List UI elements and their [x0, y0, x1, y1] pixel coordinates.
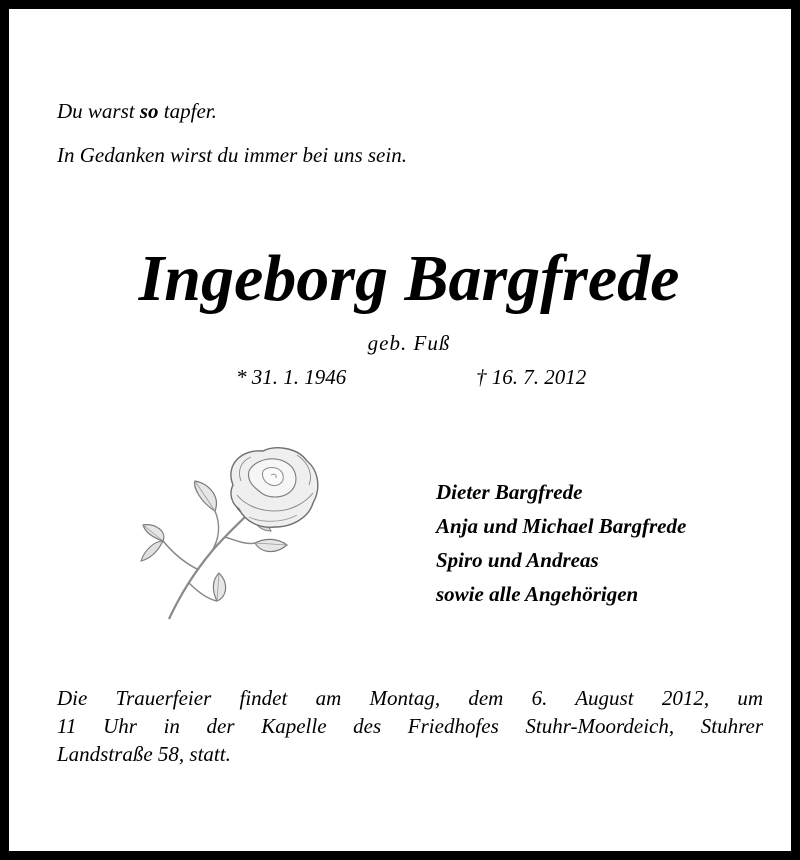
mourner-line: Spiro und Andreas — [436, 548, 599, 572]
mourner-line: Anja und Michael Bargfrede — [436, 514, 687, 538]
mourner-line: Dieter Bargfrede — [436, 480, 583, 504]
birth-name: geb. Fuß — [367, 331, 451, 355]
notice-line-3: Landstraße 58, statt. — [57, 742, 231, 766]
quote-suffix: tapfer. — [158, 99, 217, 123]
mourner-line: sowie alle Angehörigen — [436, 582, 639, 606]
mourners-list — [436, 475, 686, 611]
birth-date: * 31. 1. 1946 — [236, 365, 347, 389]
quote-emphasis: so — [139, 99, 159, 123]
funeral-notice — [57, 684, 763, 768]
death-date: † 16. 7. 2012 — [476, 365, 587, 389]
notice-line-1: Die Trauerfeier findet am Montag, dem 6. August 2012, um — [57, 686, 763, 710]
quote-line-2: In Gedanken wirst du immer bei uns sein. — [57, 143, 407, 167]
rose-icon — [137, 441, 327, 626]
deceased-name: Ingeborg Bargfrede — [138, 242, 680, 315]
quote-prefix: Du warst — [57, 99, 140, 123]
quote-line-1 — [57, 99, 217, 123]
notice-line-2: 11 Uhr in der Kapelle des Friedhofes Stuhr-Moordeich, Stuhrer — [57, 714, 763, 738]
